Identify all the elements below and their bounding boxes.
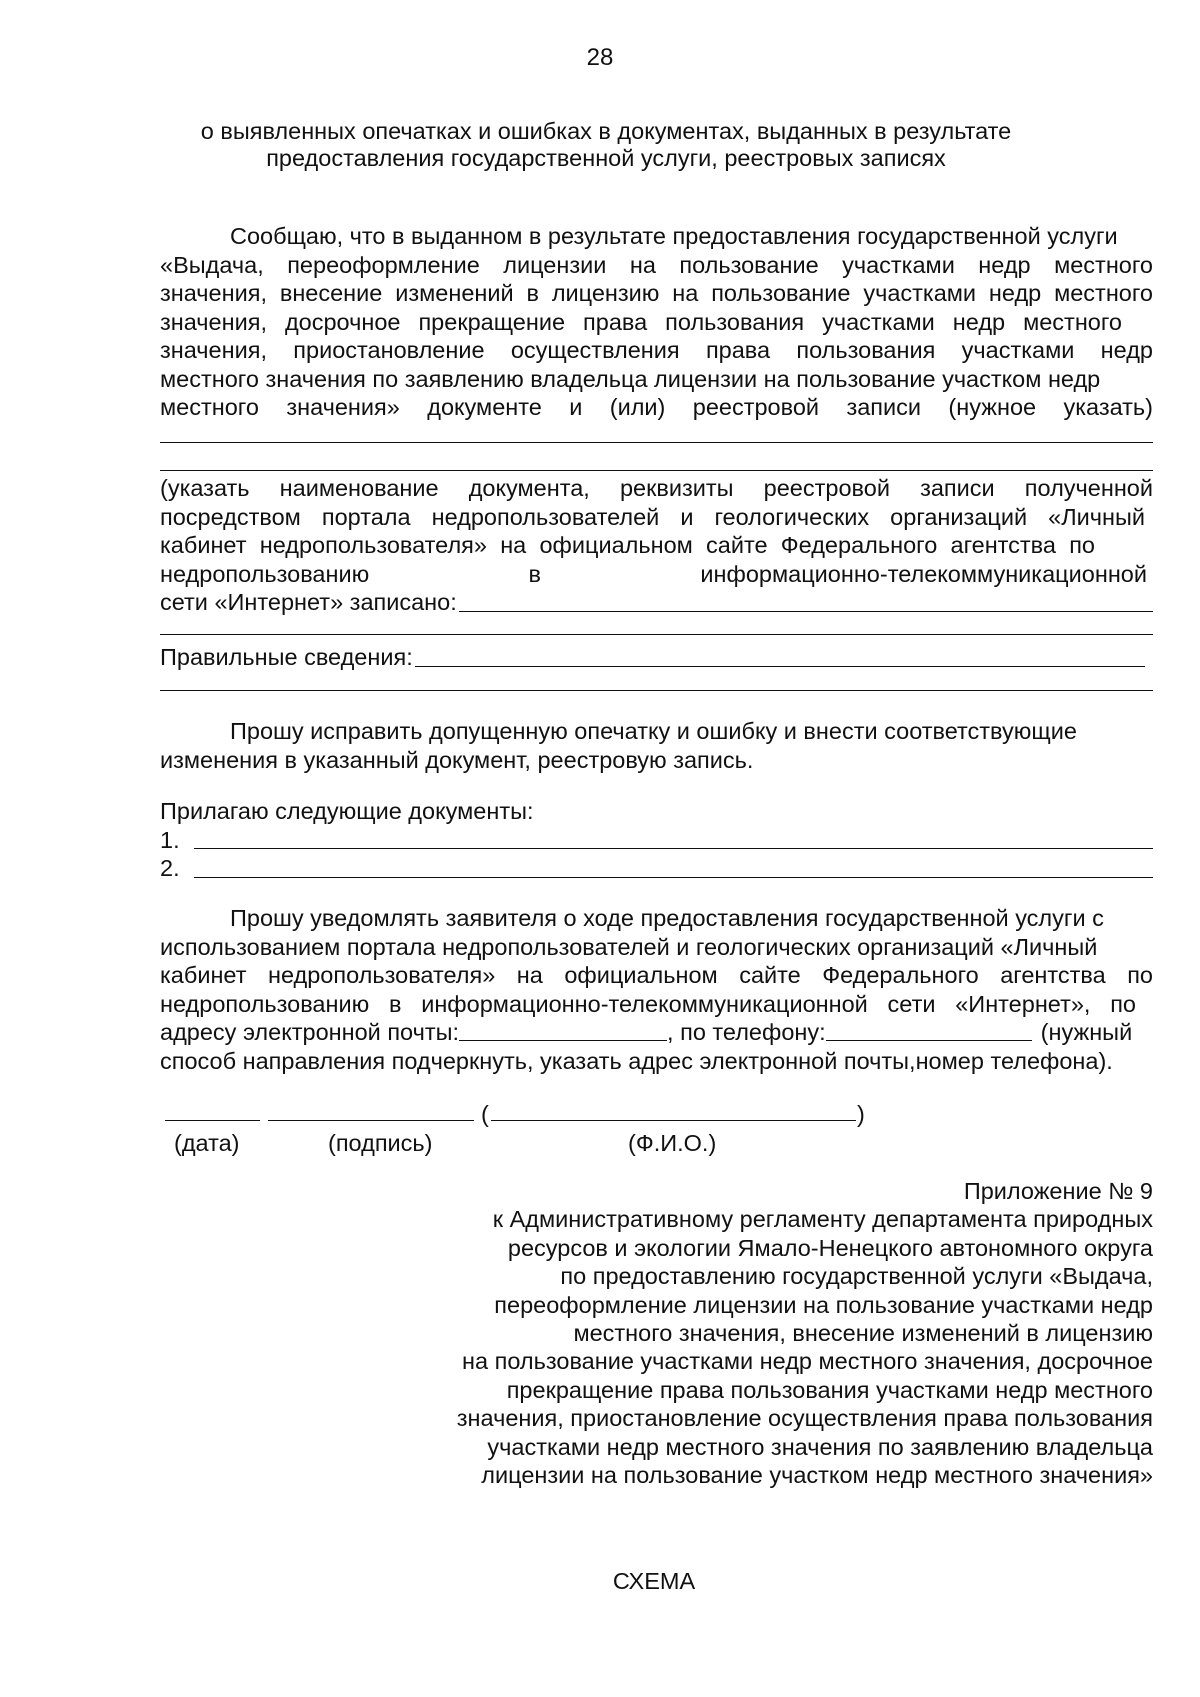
- appendix-block: [393, 1177, 1153, 1489]
- appendix-line: переоформление лицензии на пользование участками недр: [494, 1291, 1153, 1318]
- written-blank: [459, 588, 1153, 612]
- paragraph-line: кабинет недропользователя» на официальном сайте Федерального агентства по: [160, 962, 1153, 988]
- paragraph-line: изменения в указанный документ, реестровую запись.: [160, 746, 754, 773]
- paragraph-line: местного значения по заявлению владельца лицензии на пользование участком недр: [160, 365, 1101, 392]
- appendix-line: прекращение права пользования участками недр местного: [506, 1376, 1153, 1403]
- phone-blank: [826, 1018, 1032, 1041]
- report-paragraph: [160, 222, 1153, 422]
- paragraph-line: Прошу исправить допущенную опечатку и ошибку и внести соответствующие: [230, 718, 1077, 744]
- attachments-section: [160, 797, 1153, 883]
- page-number: 28: [586, 44, 614, 71]
- signature-blank-line: [268, 1098, 474, 1127]
- paragraph-line: посредством портала недропользователей и геологических организаций «Личный: [160, 503, 1145, 530]
- appendix-line: лицензии на пользование участком недр местного значения»: [481, 1462, 1153, 1489]
- paragraph-line: Сообщаю, что в выданном в результате предоставления государственной услуги: [230, 223, 1118, 249]
- email-label: адресу электронной почты:: [160, 1019, 460, 1045]
- document-details-paragraph: [160, 474, 1153, 617]
- attachment-blank: [194, 826, 1153, 850]
- paragraph-line: недропользованию в информационно-телекоммуникационной сети «Интернет», по: [160, 990, 1136, 1017]
- appendix-line: участками недр местного значения по заявлению владельца: [487, 1433, 1153, 1460]
- email-blank: [459, 1018, 667, 1041]
- appendix-line: по предоставлению государственной услуги «Выдача,: [560, 1263, 1153, 1290]
- correct-info-row: [160, 643, 1145, 672]
- paragraph-line: использованием портала недропользователей и геологических организаций «Личный: [160, 933, 1098, 960]
- attachment-blank: [194, 854, 1153, 878]
- paragraph-fragment: (нужный: [1040, 1019, 1133, 1045]
- appendix-line: ресурсов и экологии Ямало-Ненецкого автономного округа: [507, 1234, 1153, 1261]
- paragraph-line: (указать наименование документа, реквизиты реестровой записи полученной: [160, 475, 1153, 501]
- notification-paragraph: [160, 904, 1153, 1075]
- appendix-title: Приложение № 9: [963, 1178, 1153, 1204]
- paragraph-line: значения, внесение изменений в лицензию на пользование участками недр местного: [160, 280, 1153, 306]
- written-label: сети «Интернет» записано:: [160, 589, 457, 615]
- paragraph-line: значения, досрочное прекращение права пользования участками недр местного: [160, 308, 1122, 335]
- attachment-number: 2.: [160, 855, 180, 881]
- header-line-2: предоставления государственной услуги, реестровых записях: [266, 145, 946, 171]
- correct-info-label: Правильные сведения:: [160, 644, 413, 670]
- blank-line: [160, 470, 1153, 471]
- date-blank-line: [165, 1098, 260, 1127]
- blank-line: [160, 442, 1153, 443]
- attachment-number: 1.: [160, 826, 180, 853]
- header-line-1: о выявленных опечатках и ошибках в документах, выданных в результате: [200, 118, 1012, 144]
- appendix-line: местного значения, внесение изменений в лицензию: [573, 1320, 1153, 1347]
- attachments-label: Прилагаю следующие документы:: [160, 798, 534, 824]
- appendix-line: к Административному регламенту департамента природных: [492, 1206, 1153, 1233]
- appendix-line: значения, приостановление осуществления права пользования: [456, 1405, 1153, 1432]
- paragraph-line: недропользованию в информационно-телекоммуникационной: [160, 560, 1147, 587]
- fio-close-paren: ): [857, 1101, 865, 1127]
- fio-label: (Ф.И.О.): [628, 1130, 717, 1156]
- paragraph-line: значения, приостановление осуществления права пользования участками недр: [160, 337, 1153, 363]
- blank-line: [160, 634, 1153, 635]
- paragraph-line: «Выдача, переоформление лицензии на пользование участками недр местного: [160, 251, 1153, 278]
- fio-open-paren: (: [481, 1101, 489, 1127]
- appendix-line: на пользование участками недр местного значения, досрочное: [462, 1348, 1153, 1375]
- blank-line: [160, 690, 1153, 691]
- scheme-title: СХЕМА: [612, 1568, 696, 1594]
- signature-label: (подпись): [328, 1130, 433, 1156]
- paragraph-line: способ направления подчеркнуть, указать адрес электронной почты,номер телефона).: [160, 1047, 1113, 1074]
- correct-info-blank: [415, 643, 1145, 667]
- request-paragraph: [160, 717, 1153, 774]
- date-label: (дата): [174, 1130, 240, 1156]
- phone-label: , по телефону:: [667, 1019, 826, 1045]
- paragraph-line: местного значения» документе и (или) реестровой записи (нужное указать): [160, 394, 1153, 420]
- paragraph-line: кабинет недропользователя» на официальном сайте Федерального агентства по: [160, 532, 1095, 558]
- paragraph-line: Прошу уведомлять заявителя о ходе предоставления государственной услуги с: [230, 905, 1104, 931]
- fio-blank-line: [491, 1098, 856, 1127]
